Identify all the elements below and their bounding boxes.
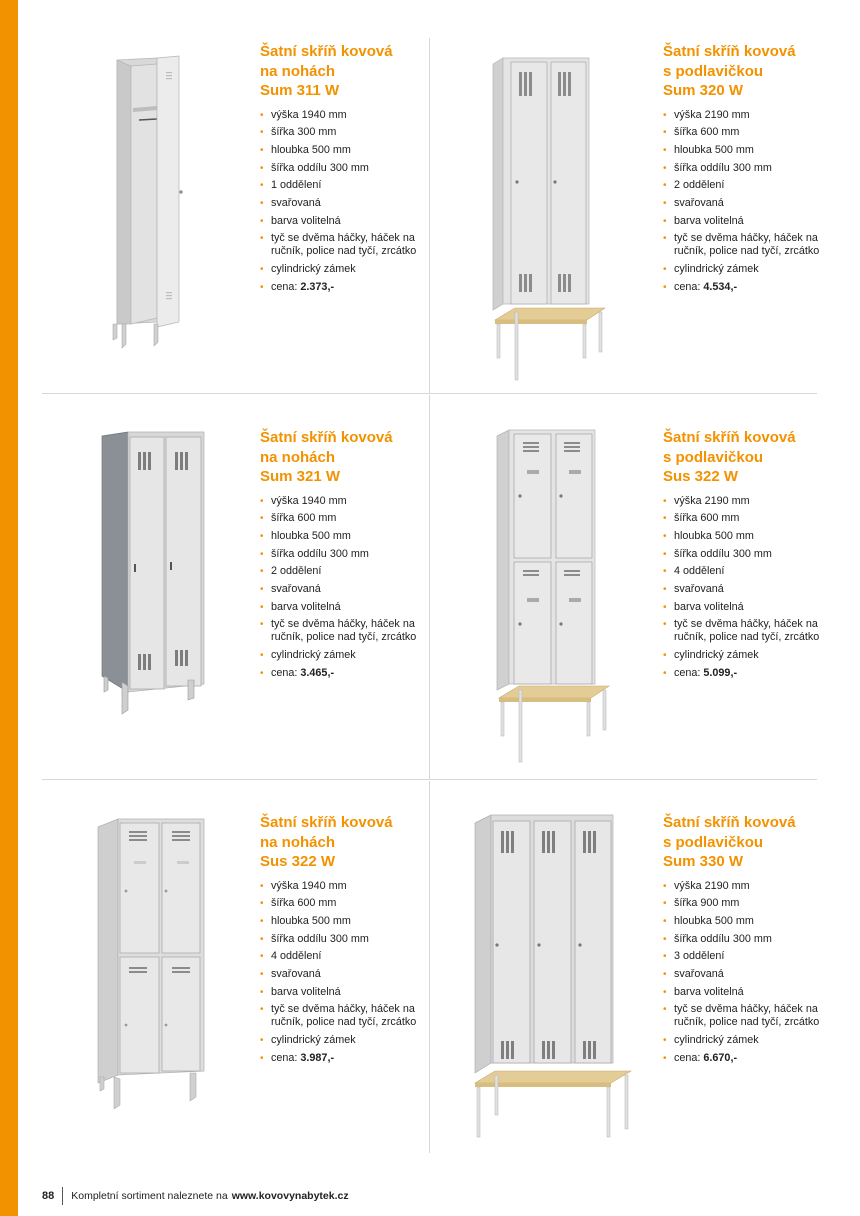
footer-website-link[interactable]: www.kovovynabytek.cz — [231, 1190, 349, 1202]
spec-item: • tyč se dvěma háčky, háček na ručník, police nad tyčí, zrcátko — [260, 1003, 430, 1029]
product-title: Šatní skříň kovová s podlavičkou Sum 330 W — [663, 814, 796, 870]
spec-item: • šířka 600 mm — [260, 897, 430, 910]
spec-item: • hloubka 500 mm — [663, 915, 833, 928]
footer-divider — [62, 1187, 63, 1205]
spec-item: • 4 oddělení — [663, 565, 833, 578]
spec-item: • barva volitelná — [663, 215, 833, 228]
page-number: 88 — [42, 1190, 55, 1202]
price-value: 4.534,- — [703, 280, 738, 293]
spec-item: • cylindrický zámek — [663, 263, 833, 276]
spec-list — [663, 880, 833, 1065]
product-image-locker — [42, 813, 242, 1153]
spec-item: • svařovaná — [260, 583, 430, 596]
product-title: Šatní skříň kovová s podlavičkou Sum 320 W — [663, 43, 796, 99]
spec-item: • šířka 300 mm — [260, 126, 430, 139]
spec-item: • šířka 600 mm — [663, 126, 833, 139]
spec-item: • šířka 900 mm — [663, 897, 833, 910]
spec-item: • výška 2190 mm — [663, 880, 833, 893]
product-card — [42, 42, 442, 382]
price-value: 3.465,- — [300, 666, 335, 679]
spec-item: • 3 oddělení — [663, 950, 833, 963]
spec-item: • barva volitelná — [260, 215, 430, 228]
spec-item: • cylindrický zámek — [663, 649, 833, 662]
spec-item: • tyč se dvěma háčky, háček na ručník, police nad tyčí, zrcátko — [663, 1003, 833, 1029]
spec-item: • svařovaná — [663, 583, 833, 596]
spec-item: • tyč se dvěma háčky, háček na ručník, police nad tyčí, zrcátko — [260, 618, 430, 644]
price-value: 5.099,- — [703, 666, 738, 679]
spec-item: • tyč se dvěma háčky, háček na ručník, police nad tyčí, zrcátko — [663, 232, 833, 258]
price-label: cena: — [674, 666, 701, 679]
spec-item: • svařovaná — [663, 197, 833, 210]
spec-item: • výška 2190 mm — [663, 109, 833, 122]
spec-item: • hloubka 500 mm — [260, 530, 430, 543]
spec-item: • tyč se dvěma háčky, háček na ručník, police nad tyčí, zrcátko — [663, 618, 833, 644]
spec-item: • svařovaná — [260, 197, 430, 210]
spec-list — [260, 880, 430, 1065]
price-item — [260, 1052, 430, 1065]
spec-item: • hloubka 500 mm — [260, 144, 430, 157]
spec-item: • barva volitelná — [260, 601, 430, 614]
spec-item: • barva volitelná — [663, 986, 833, 999]
spec-item: • 4 oddělení — [260, 950, 430, 963]
spec-item: • cylindrický zámek — [663, 1034, 833, 1047]
spec-item: • šířka oddílu 300 mm — [663, 933, 833, 946]
price-value: 3.987,- — [300, 1051, 335, 1064]
spec-item: • šířka oddílu 300 mm — [260, 933, 430, 946]
price-value: 2.373,- — [300, 280, 335, 293]
product-image-locker — [445, 813, 645, 1153]
spec-item: • 1 oddělení — [260, 179, 430, 192]
spec-item: • 2 oddělení — [663, 179, 833, 192]
spec-item: • svařovaná — [260, 968, 430, 981]
product-title: Šatní skříň kovová s podlavičkou Sus 322 W — [663, 429, 796, 485]
spec-item: • tyč se dvěma háčky, háček na ručník, police nad tyčí, zrcátko — [260, 232, 430, 258]
spec-list — [663, 495, 833, 680]
product-image-locker — [445, 42, 645, 382]
product-card — [42, 813, 442, 1153]
price-item — [260, 281, 430, 294]
spec-item: • barva volitelná — [663, 601, 833, 614]
spec-item: • svařovaná — [663, 968, 833, 981]
row-divider — [42, 779, 817, 780]
spec-item: • hloubka 500 mm — [260, 915, 430, 928]
spec-item: • šířka oddílu 300 mm — [260, 548, 430, 561]
spec-item: • hloubka 500 mm — [663, 530, 833, 543]
price-label: cena: — [674, 280, 701, 293]
price-label: cena: — [674, 1051, 701, 1064]
product-card — [445, 428, 845, 768]
price-label: cena: — [271, 1051, 298, 1064]
spec-item: • šířka 600 mm — [663, 512, 833, 525]
footer-text: Kompletní sortiment naleznete na — [71, 1190, 228, 1202]
spec-item: • cylindrický zámek — [260, 1034, 430, 1047]
spec-list — [260, 109, 430, 294]
price-item — [663, 281, 833, 294]
spec-item: • výška 1940 mm — [260, 109, 430, 122]
spec-item: • barva volitelná — [260, 986, 430, 999]
price-item — [663, 667, 833, 680]
row-divider — [42, 393, 817, 394]
accent-side-stripe — [0, 0, 18, 1216]
product-card — [445, 813, 845, 1153]
price-label: cena: — [271, 666, 298, 679]
spec-item: • cylindrický zámek — [260, 263, 430, 276]
price-item — [663, 1052, 833, 1065]
product-title: Šatní skříň kovová na nohách Sum 311 W — [260, 43, 393, 99]
spec-item: • šířka 600 mm — [260, 512, 430, 525]
spec-item: • výška 1940 mm — [260, 495, 430, 508]
spec-list — [663, 109, 833, 294]
product-card — [445, 42, 845, 382]
price-item — [260, 667, 430, 680]
spec-item: • hloubka 500 mm — [663, 144, 833, 157]
product-image-locker — [42, 42, 242, 382]
spec-item: • šířka oddílu 300 mm — [663, 162, 833, 175]
spec-item: • šířka oddílu 300 mm — [663, 548, 833, 561]
page-footer — [42, 1186, 349, 1206]
spec-item: • šířka oddílu 300 mm — [260, 162, 430, 175]
product-image-locker — [445, 428, 645, 768]
product-card — [42, 428, 442, 768]
price-label: cena: — [271, 280, 298, 293]
product-title: Šatní skříň kovová na nohách Sum 321 W — [260, 429, 393, 485]
spec-item: • výška 2190 mm — [663, 495, 833, 508]
spec-list — [260, 495, 430, 680]
product-image-locker — [42, 428, 242, 768]
spec-item: • 2 oddělení — [260, 565, 430, 578]
spec-item: • cylindrický zámek — [260, 649, 430, 662]
spec-item: • výška 1940 mm — [260, 880, 430, 893]
price-value: 6.670,- — [703, 1051, 738, 1064]
product-title: Šatní skříň kovová na nohách Sus 322 W — [260, 814, 393, 870]
